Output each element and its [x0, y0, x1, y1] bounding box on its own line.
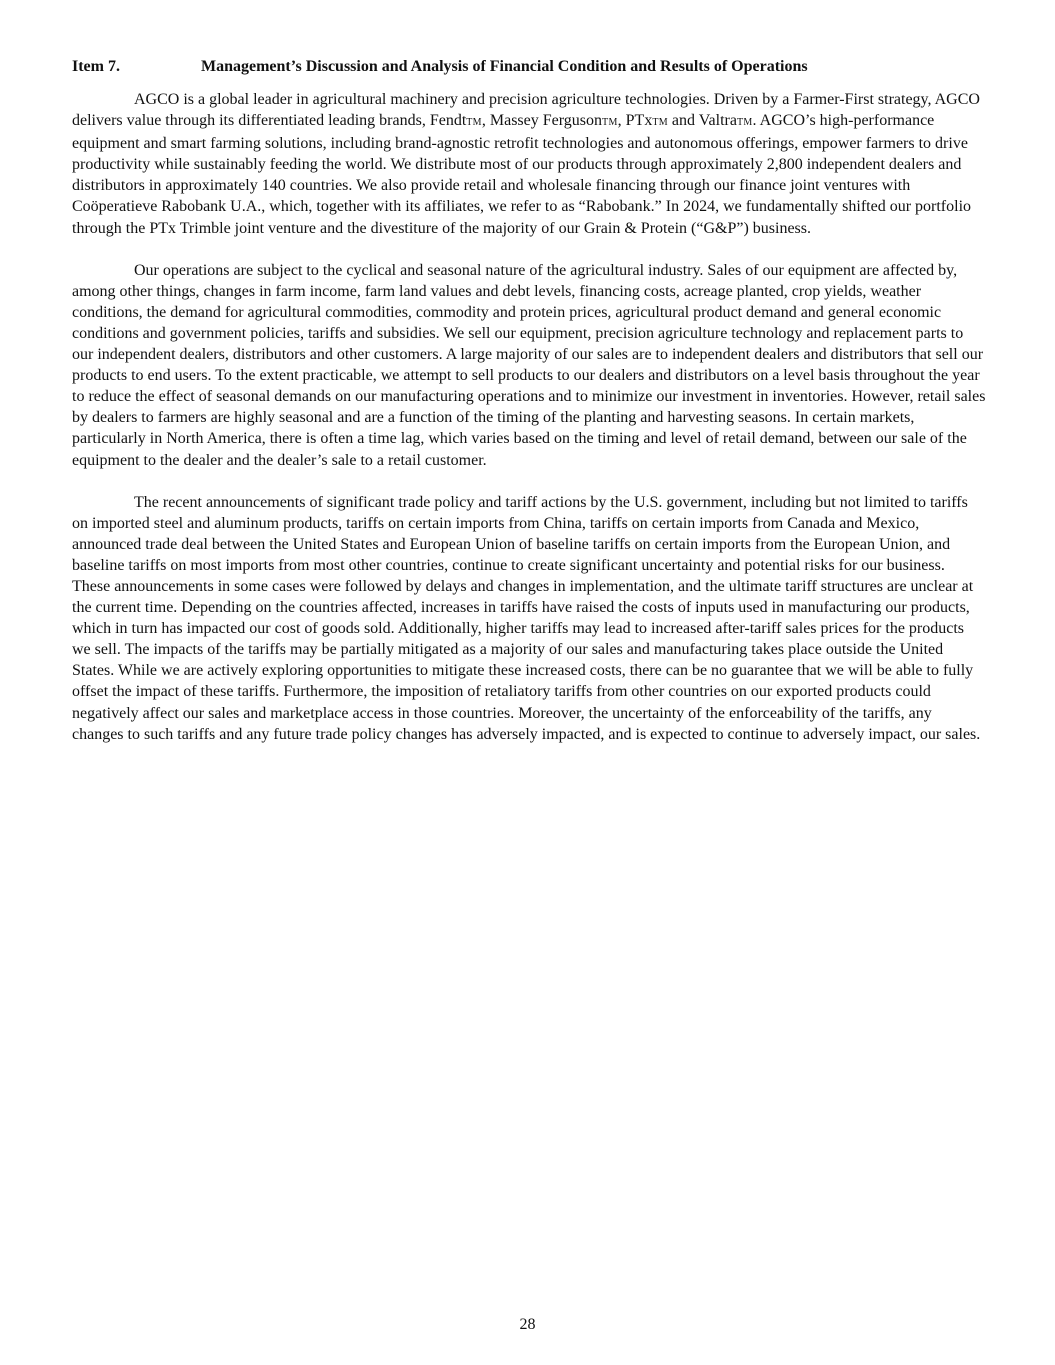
document-page	[72, 56, 986, 766]
paragraph-text: , Massey Ferguson	[481, 112, 603, 130]
section-title: Management’s Discussion and Analysis of Financial Condition and Results of Operations	[201, 58, 808, 75]
section-heading	[72, 56, 986, 77]
paragraph-text: . AGCO’s high-performance equipment and smart farming solutions, including brand-agnostic retrofit technologies and autonomous offerings, empower farmers to drive productivity while sustainably feeding the world. We distribute most of our products through approximately 2,800 independent dealers and distributors in approximately 140 countries. We also provide retail and wholesale financing through our finance joint ventures with Coöperatieve Rabobank U.A., which, together with its affiliates, we refer to as “Rabobank.” In 2024, we fundamentally shifted our portfolio through the PTx Trimble joint venture and the divestiture of the majority of our Grain & Protein (“G&P”) business.	[72, 112, 972, 237]
paragraph-text: , PTx	[617, 112, 653, 130]
trademark-mark: TM	[466, 117, 482, 129]
paragraph-text: AGCO is a global leader in agricultural machinery and precision agriculture technologies. Driven by a Farmer-First strategy, AGCO delivers value through its differentiated leading brands, Fendt	[72, 91, 980, 130]
paragraph-company-overview	[72, 89, 986, 239]
trademark-mark: TM	[602, 117, 618, 129]
item-number: Item 7.	[72, 58, 120, 75]
trademark-mark: TM	[652, 117, 668, 129]
paragraph-tariffs: The recent announcements of significant trade policy and tariff actions by the U.S. government, including but not limited to tariffs on imported steel and aluminum products, tariffs on certain imports from China, tariffs on certain imports from Canada and Mexico, announced trade deal between the United States and European Union of baseline tariffs on certain imports from the European Union, and baseline tariffs on most imports from most other countries, continue to create significant uncertainty and potential risks for our business. These announcements in some cases were followed by delays and changes in implementation, and the ultimate tariff structures are unclear at the current time. Depending on the countries affected, increases in tariffs have raised the costs of inputs used in manufacturing our products, which in turn has impacted our cost of goods sold. Additionally, higher tariffs may lead to increased after-tariff sales prices for the products we sell. The impacts of the tariffs may be partially mitigated as a majority of our sales and manufacturing takes place outside the United States. While we are actively exploring opportunities to mitigate these increased costs, there can be no guarantee that we will be able to fully offset the impact of these tariffs. Furthermore, the imposition of retaliatory tariffs from other countries on our exported products could negatively affect our sales and marketplace access in those countries. Moreover, the uncertainty of the enforceability of the tariffs, any changes to such tariffs and any future trade policy changes has adversely impacted, and is expected to continue to adversely impact, our sales.	[72, 493, 981, 743]
paragraph-text: and Valtra	[667, 112, 737, 130]
page-number: 28	[519, 1316, 536, 1333]
trademark-mark: TM	[736, 117, 753, 129]
paragraph-seasonality: Our operations are subject to the cyclical and seasonal nature of the agricultural industry. Sales of our equipment are affected by, among other things, changes in farm income, farm land values and debt levels, financing costs, acreage planted, crop yields, weather conditions, the demand for agricultural commodities, commodity and protein prices, agricultural product demand and general economic conditions and government policies, tariffs and subsidies. We sell our equipment, precision agriculture technology and replacement parts to our independent dealers, distributors and other customers. A large majority of our sales are to independent dealers and distributors that sell our products to end users. To the extent practicable, we attempt to sell products to our dealers and distributors on a level basis throughout the year to reduce the effect of seasonal demands on our manufacturing operations and to minimize our investment in inventories. However, retail sales by dealers to farmers are highly seasonal and are a function of the timing of the planting and harvesting seasons. In certain markets, particularly in North America, there is often a time lag, which varies based on the timing and level of retail demand, between our sale of the equipment to the dealer and the dealer’s sale to a retail customer.	[72, 261, 986, 469]
